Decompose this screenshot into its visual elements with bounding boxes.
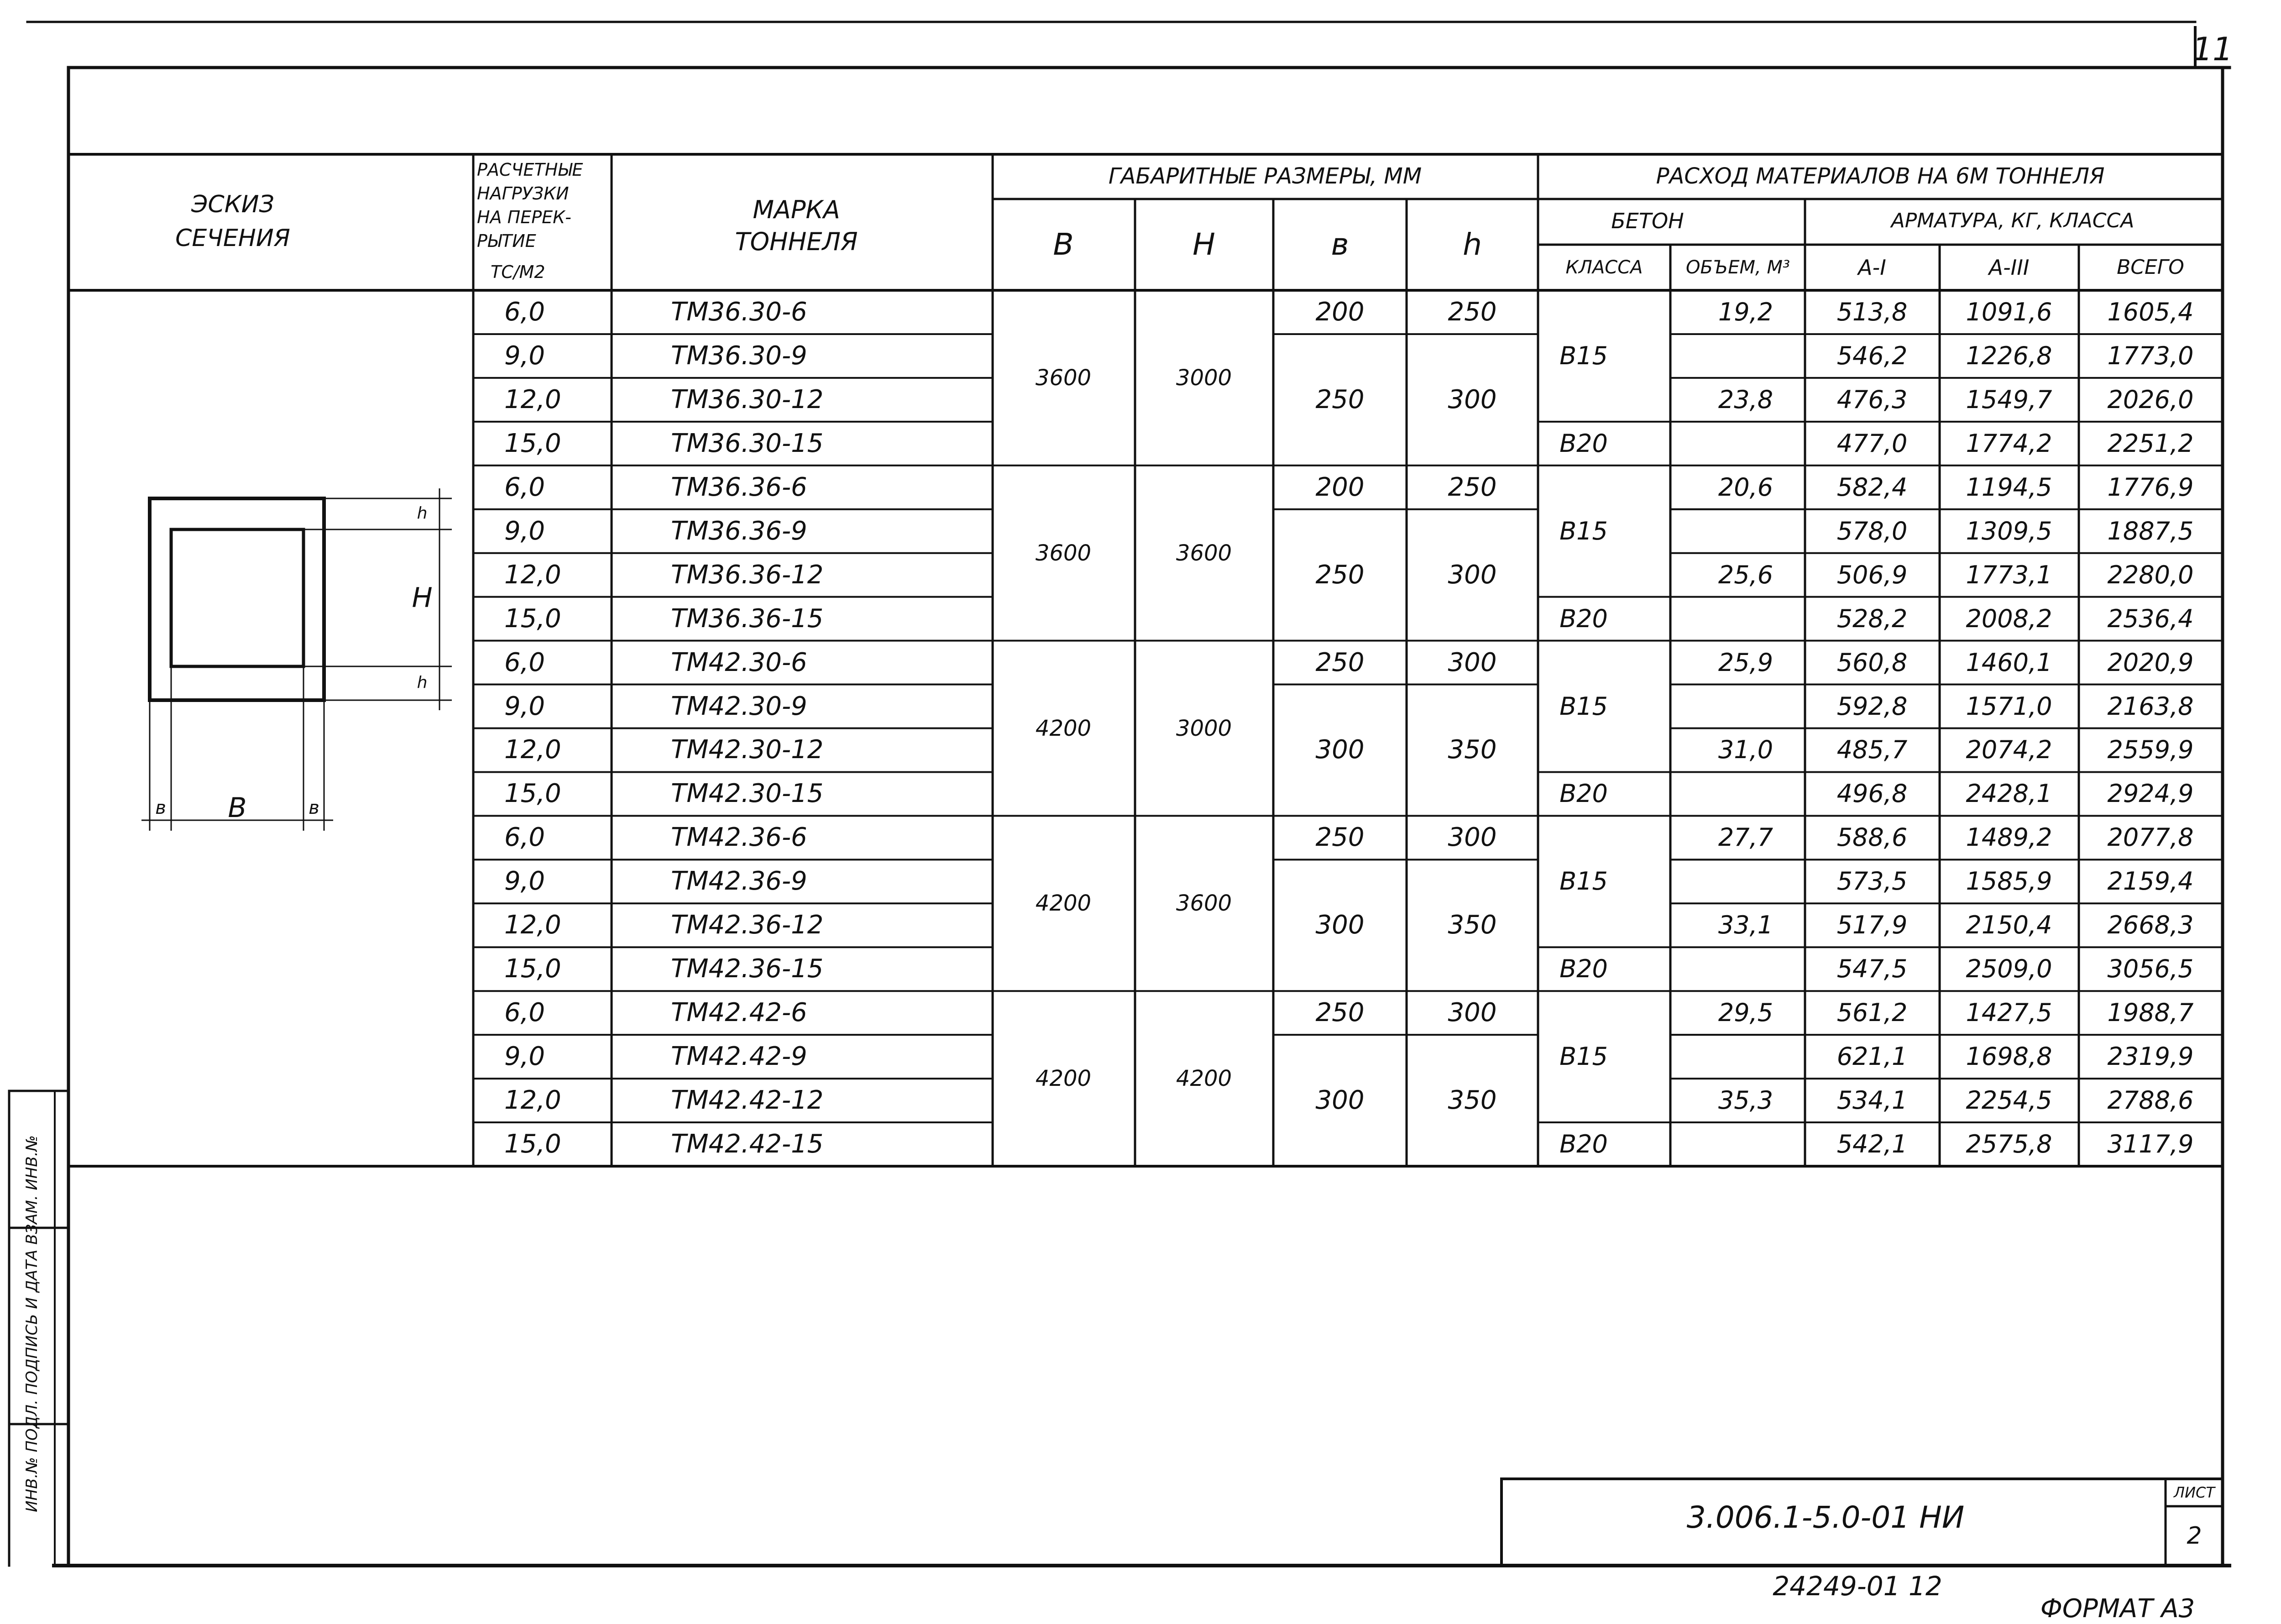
sketch-label-b-right: в bbox=[309, 797, 319, 818]
cell-slab-h: 350 bbox=[1448, 1085, 1497, 1116]
cell-rebar-total: 2559,9 bbox=[2107, 735, 2194, 765]
sketch-label-h-bottom: h bbox=[417, 673, 428, 692]
cell-tunnel-mark: ТМ42.30-6 bbox=[671, 647, 807, 677]
cell-rebar-a1: 477,0 bbox=[1836, 429, 1908, 458]
cell-rebar-a1: 528,2 bbox=[1836, 604, 1908, 633]
cell-tunnel-mark: ТМ36.36-6 bbox=[671, 472, 807, 502]
cell-load: 9,0 bbox=[504, 691, 545, 721]
cell-wall-b: 200 bbox=[1315, 472, 1365, 502]
cell-rebar-total: 3117,9 bbox=[2107, 1130, 2194, 1159]
cell-width-B: 3600 bbox=[1035, 540, 1092, 566]
cell-load: 12,0 bbox=[504, 384, 561, 414]
header-dim-H: H bbox=[1193, 227, 1215, 262]
cell-tunnel-mark: ТМ36.36-9 bbox=[671, 516, 807, 546]
cell-rebar-a1: 573,5 bbox=[1836, 867, 1908, 896]
cell-rebar-total: 2668,3 bbox=[2107, 911, 2194, 940]
cell-slab-h: 250 bbox=[1448, 297, 1497, 327]
cell-rebar-a3: 1226,8 bbox=[1966, 341, 2052, 370]
cell-width-B: 4200 bbox=[1035, 715, 1092, 741]
cell-concrete-volume: 31,0 bbox=[1718, 735, 1774, 765]
cell-rebar-total: 2319,9 bbox=[2107, 1042, 2194, 1071]
cell-tunnel-mark: ТМ36.30-15 bbox=[671, 428, 824, 458]
cell-concrete-class: B15 bbox=[1559, 341, 1608, 370]
cell-load: 9,0 bbox=[504, 516, 545, 546]
cell-slab-h: 350 bbox=[1448, 910, 1497, 940]
cell-tunnel-mark: ТМ36.30-9 bbox=[671, 341, 807, 371]
cell-concrete-class: B15 bbox=[1559, 867, 1608, 896]
cell-load: 6,0 bbox=[504, 472, 545, 502]
header-loads-line1: РАСЧЕТНЫЕ bbox=[477, 160, 583, 180]
cell-rebar-total: 2924,9 bbox=[2107, 779, 2194, 808]
header-mark-line1: МАРКА bbox=[753, 195, 840, 224]
cell-rebar-a1: 588,6 bbox=[1836, 823, 1908, 852]
header-rebar: АРМАТУРА, КГ, КЛАССА bbox=[1891, 209, 2135, 232]
cell-rebar-a1: 485,7 bbox=[1836, 735, 1908, 765]
cell-concrete-class: B20 bbox=[1559, 1130, 1608, 1159]
cell-tunnel-mark: ТМ42.36-6 bbox=[671, 822, 807, 853]
header-loads-line4: РЫТИЕ bbox=[477, 231, 536, 251]
cell-rebar-a3: 1549,7 bbox=[1966, 385, 2052, 414]
cell-rebar-a1: 542,1 bbox=[1836, 1130, 1908, 1159]
cell-slab-h: 300 bbox=[1448, 560, 1497, 590]
cell-wall-b: 250 bbox=[1315, 822, 1365, 853]
cell-tunnel-mark: ТМ42.42-9 bbox=[671, 1042, 807, 1072]
cell-tunnel-mark: ТМ42.36-9 bbox=[671, 866, 807, 896]
cell-concrete-volume: 25,6 bbox=[1718, 560, 1774, 589]
cell-slab-h: 300 bbox=[1448, 647, 1497, 677]
cell-rebar-total: 1988,7 bbox=[2107, 998, 2194, 1027]
cell-rebar-total: 2159,4 bbox=[2107, 867, 2194, 896]
cell-rebar-a1: 506,9 bbox=[1836, 560, 1908, 589]
cell-load: 15,0 bbox=[504, 428, 561, 458]
cell-wall-b: 200 bbox=[1315, 297, 1365, 327]
cell-rebar-a1: 517,9 bbox=[1836, 911, 1908, 940]
cell-concrete-volume: 20,6 bbox=[1718, 472, 1774, 502]
cell-concrete-volume: 33,1 bbox=[1718, 911, 1774, 940]
cell-rebar-a1: 476,3 bbox=[1836, 385, 1908, 414]
cell-load: 9,0 bbox=[504, 1042, 545, 1072]
cell-rebar-a3: 2150,4 bbox=[1966, 911, 2052, 940]
cell-load: 12,0 bbox=[504, 910, 561, 940]
cell-width-B: 3600 bbox=[1035, 365, 1092, 391]
cell-rebar-a3: 1427,5 bbox=[1966, 998, 2052, 1027]
cell-rebar-a1: 561,2 bbox=[1836, 998, 1908, 1027]
sketch-label-H: H bbox=[412, 582, 433, 614]
cell-rebar-a1: 560,8 bbox=[1836, 648, 1908, 677]
cell-rebar-a1: 621,1 bbox=[1836, 1042, 1908, 1071]
cell-load: 12,0 bbox=[504, 560, 561, 590]
cell-wall-b: 300 bbox=[1315, 910, 1365, 940]
cell-concrete-class: B20 bbox=[1559, 429, 1608, 458]
cell-concrete-class: B15 bbox=[1559, 516, 1608, 545]
cell-rebar-a1: 592,8 bbox=[1836, 692, 1908, 721]
cell-rebar-total: 1773,0 bbox=[2107, 341, 2194, 370]
header-dim-h: h bbox=[1463, 227, 1482, 262]
cell-rebar-total: 2077,8 bbox=[2107, 823, 2194, 852]
sheet-corner-number: 11 bbox=[2192, 31, 2233, 68]
header-loads-line5: ТС/М2 bbox=[491, 262, 545, 282]
cell-rebar-a3: 2074,2 bbox=[1966, 735, 2052, 765]
cell-concrete-volume: 27,7 bbox=[1718, 823, 1774, 852]
cell-width-B: 4200 bbox=[1035, 891, 1092, 917]
cell-concrete-class: B15 bbox=[1559, 1042, 1608, 1071]
header-dims-group: ГАБАРИТНЫЕ РАЗМЕРЫ, ММ bbox=[1108, 163, 1422, 189]
cell-load: 15,0 bbox=[504, 1129, 561, 1159]
cell-rebar-total: 2163,8 bbox=[2107, 692, 2194, 721]
cell-wall-b: 300 bbox=[1315, 735, 1365, 765]
cell-rebar-a3: 1585,9 bbox=[1966, 867, 2052, 896]
cell-load: 15,0 bbox=[504, 779, 561, 809]
header-rebar-a1: А-I bbox=[1858, 255, 1886, 280]
cell-rebar-total: 2788,6 bbox=[2107, 1086, 2194, 1115]
cell-concrete-volume: 35,3 bbox=[1718, 1086, 1774, 1115]
cell-concrete-class: B15 bbox=[1559, 692, 1608, 721]
cell-load: 9,0 bbox=[504, 866, 545, 896]
cell-tunnel-mark: ТМ42.30-12 bbox=[671, 735, 824, 765]
cell-slab-h: 300 bbox=[1448, 822, 1497, 853]
cell-concrete-class: B20 bbox=[1559, 779, 1608, 808]
header-concrete-volume: ОБЪЕМ, М³ bbox=[1686, 257, 1790, 278]
cell-rebar-a1: 547,5 bbox=[1836, 954, 1908, 984]
section-sketch bbox=[141, 488, 452, 831]
cell-load: 6,0 bbox=[504, 998, 545, 1028]
sketch-label-h-top: h bbox=[417, 504, 428, 523]
cell-wall-b: 250 bbox=[1315, 560, 1365, 590]
cell-rebar-a3: 1460,1 bbox=[1966, 648, 2052, 677]
cell-wall-b: 250 bbox=[1315, 998, 1365, 1028]
cell-rebar-total: 3056,5 bbox=[2107, 954, 2194, 984]
cell-rebar-total: 2251,2 bbox=[2107, 429, 2194, 458]
cell-rebar-a1: 582,4 bbox=[1836, 472, 1908, 502]
cell-rebar-a1: 513,8 bbox=[1836, 297, 1908, 326]
cell-rebar-a3: 2509,0 bbox=[1966, 954, 2052, 984]
cell-width-B: 4200 bbox=[1035, 1066, 1092, 1092]
cell-rebar-a1: 534,1 bbox=[1836, 1086, 1908, 1115]
format-label: ФОРМАТ А3 bbox=[2040, 1594, 2195, 1624]
cell-rebar-a1: 578,0 bbox=[1836, 516, 1908, 545]
header-loads-line2: НАГРУЗКИ bbox=[477, 183, 569, 204]
cell-rebar-total: 1776,9 bbox=[2107, 472, 2194, 502]
cell-load: 9,0 bbox=[504, 341, 545, 371]
sketch-label-B: B bbox=[228, 792, 247, 824]
cell-rebar-total: 2280,0 bbox=[2107, 560, 2194, 589]
cell-load: 15,0 bbox=[504, 954, 561, 984]
cell-tunnel-mark: ТМ42.30-9 bbox=[671, 691, 807, 721]
cell-rebar-a3: 1489,2 bbox=[1966, 823, 2052, 852]
header-rebar-a3: А-III bbox=[1988, 255, 2030, 280]
cell-wall-b: 250 bbox=[1315, 647, 1365, 677]
cell-rebar-a3: 2428,1 bbox=[1966, 779, 2052, 808]
cell-wall-b: 250 bbox=[1315, 384, 1365, 414]
cell-rebar-a3: 1774,2 bbox=[1966, 429, 2052, 458]
cell-concrete-class: B20 bbox=[1559, 954, 1608, 984]
side-stamp: ИНВ.№ ПОДЛ. ПОДПИСЬ И ДАТА ВЗАМ. ИНВ.№ bbox=[23, 1135, 41, 1512]
cell-rebar-a1: 546,2 bbox=[1836, 341, 1908, 370]
cell-tunnel-mark: ТМ42.42-12 bbox=[671, 1085, 824, 1116]
cell-slab-h: 250 bbox=[1448, 472, 1497, 502]
cell-tunnel-mark: ТМ42.36-12 bbox=[671, 910, 824, 940]
cell-tunnel-mark: ТМ36.30-6 bbox=[671, 297, 807, 327]
cell-load: 6,0 bbox=[504, 647, 545, 677]
header-loads-line3: НА ПЕРЕК- bbox=[477, 207, 571, 227]
below-frame-number: 24249-01 12 bbox=[1773, 1571, 1942, 1602]
cell-tunnel-mark: ТМ42.42-15 bbox=[671, 1129, 824, 1159]
cell-tunnel-mark: ТМ36.36-15 bbox=[671, 603, 824, 634]
cell-slab-h: 300 bbox=[1448, 384, 1497, 414]
cell-load: 12,0 bbox=[504, 1085, 561, 1116]
cell-load: 15,0 bbox=[504, 603, 561, 634]
sheet-label: ЛИСТ bbox=[2174, 1484, 2215, 1501]
cell-rebar-a3: 2008,2 bbox=[1966, 604, 2052, 633]
cell-load: 12,0 bbox=[504, 735, 561, 765]
cell-rebar-total: 2536,4 bbox=[2107, 604, 2194, 633]
header-sketch-line1: ЭСКИЗ bbox=[191, 191, 274, 218]
cell-slab-h: 350 bbox=[1448, 735, 1497, 765]
cell-height-H: 3000 bbox=[1176, 715, 1232, 741]
cell-rebar-a3: 1571,0 bbox=[1966, 692, 2052, 721]
cell-load: 6,0 bbox=[504, 297, 545, 327]
cell-concrete-volume: 19,2 bbox=[1718, 297, 1774, 326]
cell-height-H: 4200 bbox=[1176, 1066, 1232, 1092]
cell-tunnel-mark: ТМ42.30-15 bbox=[671, 779, 824, 809]
header-dim-b: в bbox=[1331, 227, 1349, 262]
cell-rebar-a3: 1091,6 bbox=[1966, 297, 2052, 326]
sheet-number: 2 bbox=[2187, 1522, 2202, 1550]
header-materials-group: РАСХОД МАТЕРИАЛОВ НА 6М ТОННЕЛЯ bbox=[1656, 163, 2105, 189]
cell-tunnel-mark: ТМ36.36-12 bbox=[671, 560, 824, 590]
header-dim-B: B bbox=[1053, 227, 1074, 262]
cell-concrete-class: B20 bbox=[1559, 604, 1608, 633]
cell-rebar-total: 2020,9 bbox=[2107, 648, 2194, 677]
cell-rebar-total: 1605,4 bbox=[2107, 297, 2194, 326]
cell-concrete-volume: 25,9 bbox=[1718, 648, 1774, 677]
header-concrete-class: КЛАССА bbox=[1565, 257, 1643, 278]
cell-rebar-a1: 496,8 bbox=[1836, 779, 1908, 808]
cell-rebar-total: 2026,0 bbox=[2107, 385, 2194, 414]
cell-height-H: 3000 bbox=[1176, 365, 1232, 391]
cell-tunnel-mark: ТМ42.36-15 bbox=[671, 954, 824, 984]
header-mark-line2: ТОННЕЛЯ bbox=[735, 227, 858, 256]
cell-rebar-a3: 1698,8 bbox=[1966, 1042, 2052, 1071]
cell-tunnel-mark: ТМ36.30-12 bbox=[671, 384, 824, 414]
header-sketch-line2: СЕЧЕНИЯ bbox=[175, 225, 290, 252]
cell-height-H: 3600 bbox=[1176, 540, 1232, 566]
cell-rebar-total: 1887,5 bbox=[2107, 516, 2194, 545]
cell-wall-b: 300 bbox=[1315, 1085, 1365, 1116]
cell-rebar-a3: 2575,8 bbox=[1966, 1130, 2052, 1159]
document-code: 3.006.1-5.0-01 НИ bbox=[1686, 1500, 1965, 1535]
cell-tunnel-mark: ТМ42.42-6 bbox=[671, 998, 807, 1028]
header-rebar-total: ВСЕГО bbox=[2117, 256, 2184, 279]
cell-load: 6,0 bbox=[504, 822, 545, 853]
header-concrete: БЕТОН bbox=[1611, 209, 1684, 233]
cell-rebar-a3: 1773,1 bbox=[1966, 560, 2052, 589]
sketch-label-b-left: в bbox=[155, 797, 166, 818]
cell-rebar-a3: 1194,5 bbox=[1966, 472, 2052, 502]
cell-slab-h: 300 bbox=[1448, 998, 1497, 1028]
cell-height-H: 3600 bbox=[1176, 891, 1232, 917]
cell-concrete-volume: 29,5 bbox=[1718, 998, 1774, 1027]
cell-concrete-volume: 23,8 bbox=[1718, 385, 1774, 414]
cell-rebar-a3: 1309,5 bbox=[1966, 516, 2052, 545]
cell-rebar-a3: 2254,5 bbox=[1966, 1086, 2052, 1115]
